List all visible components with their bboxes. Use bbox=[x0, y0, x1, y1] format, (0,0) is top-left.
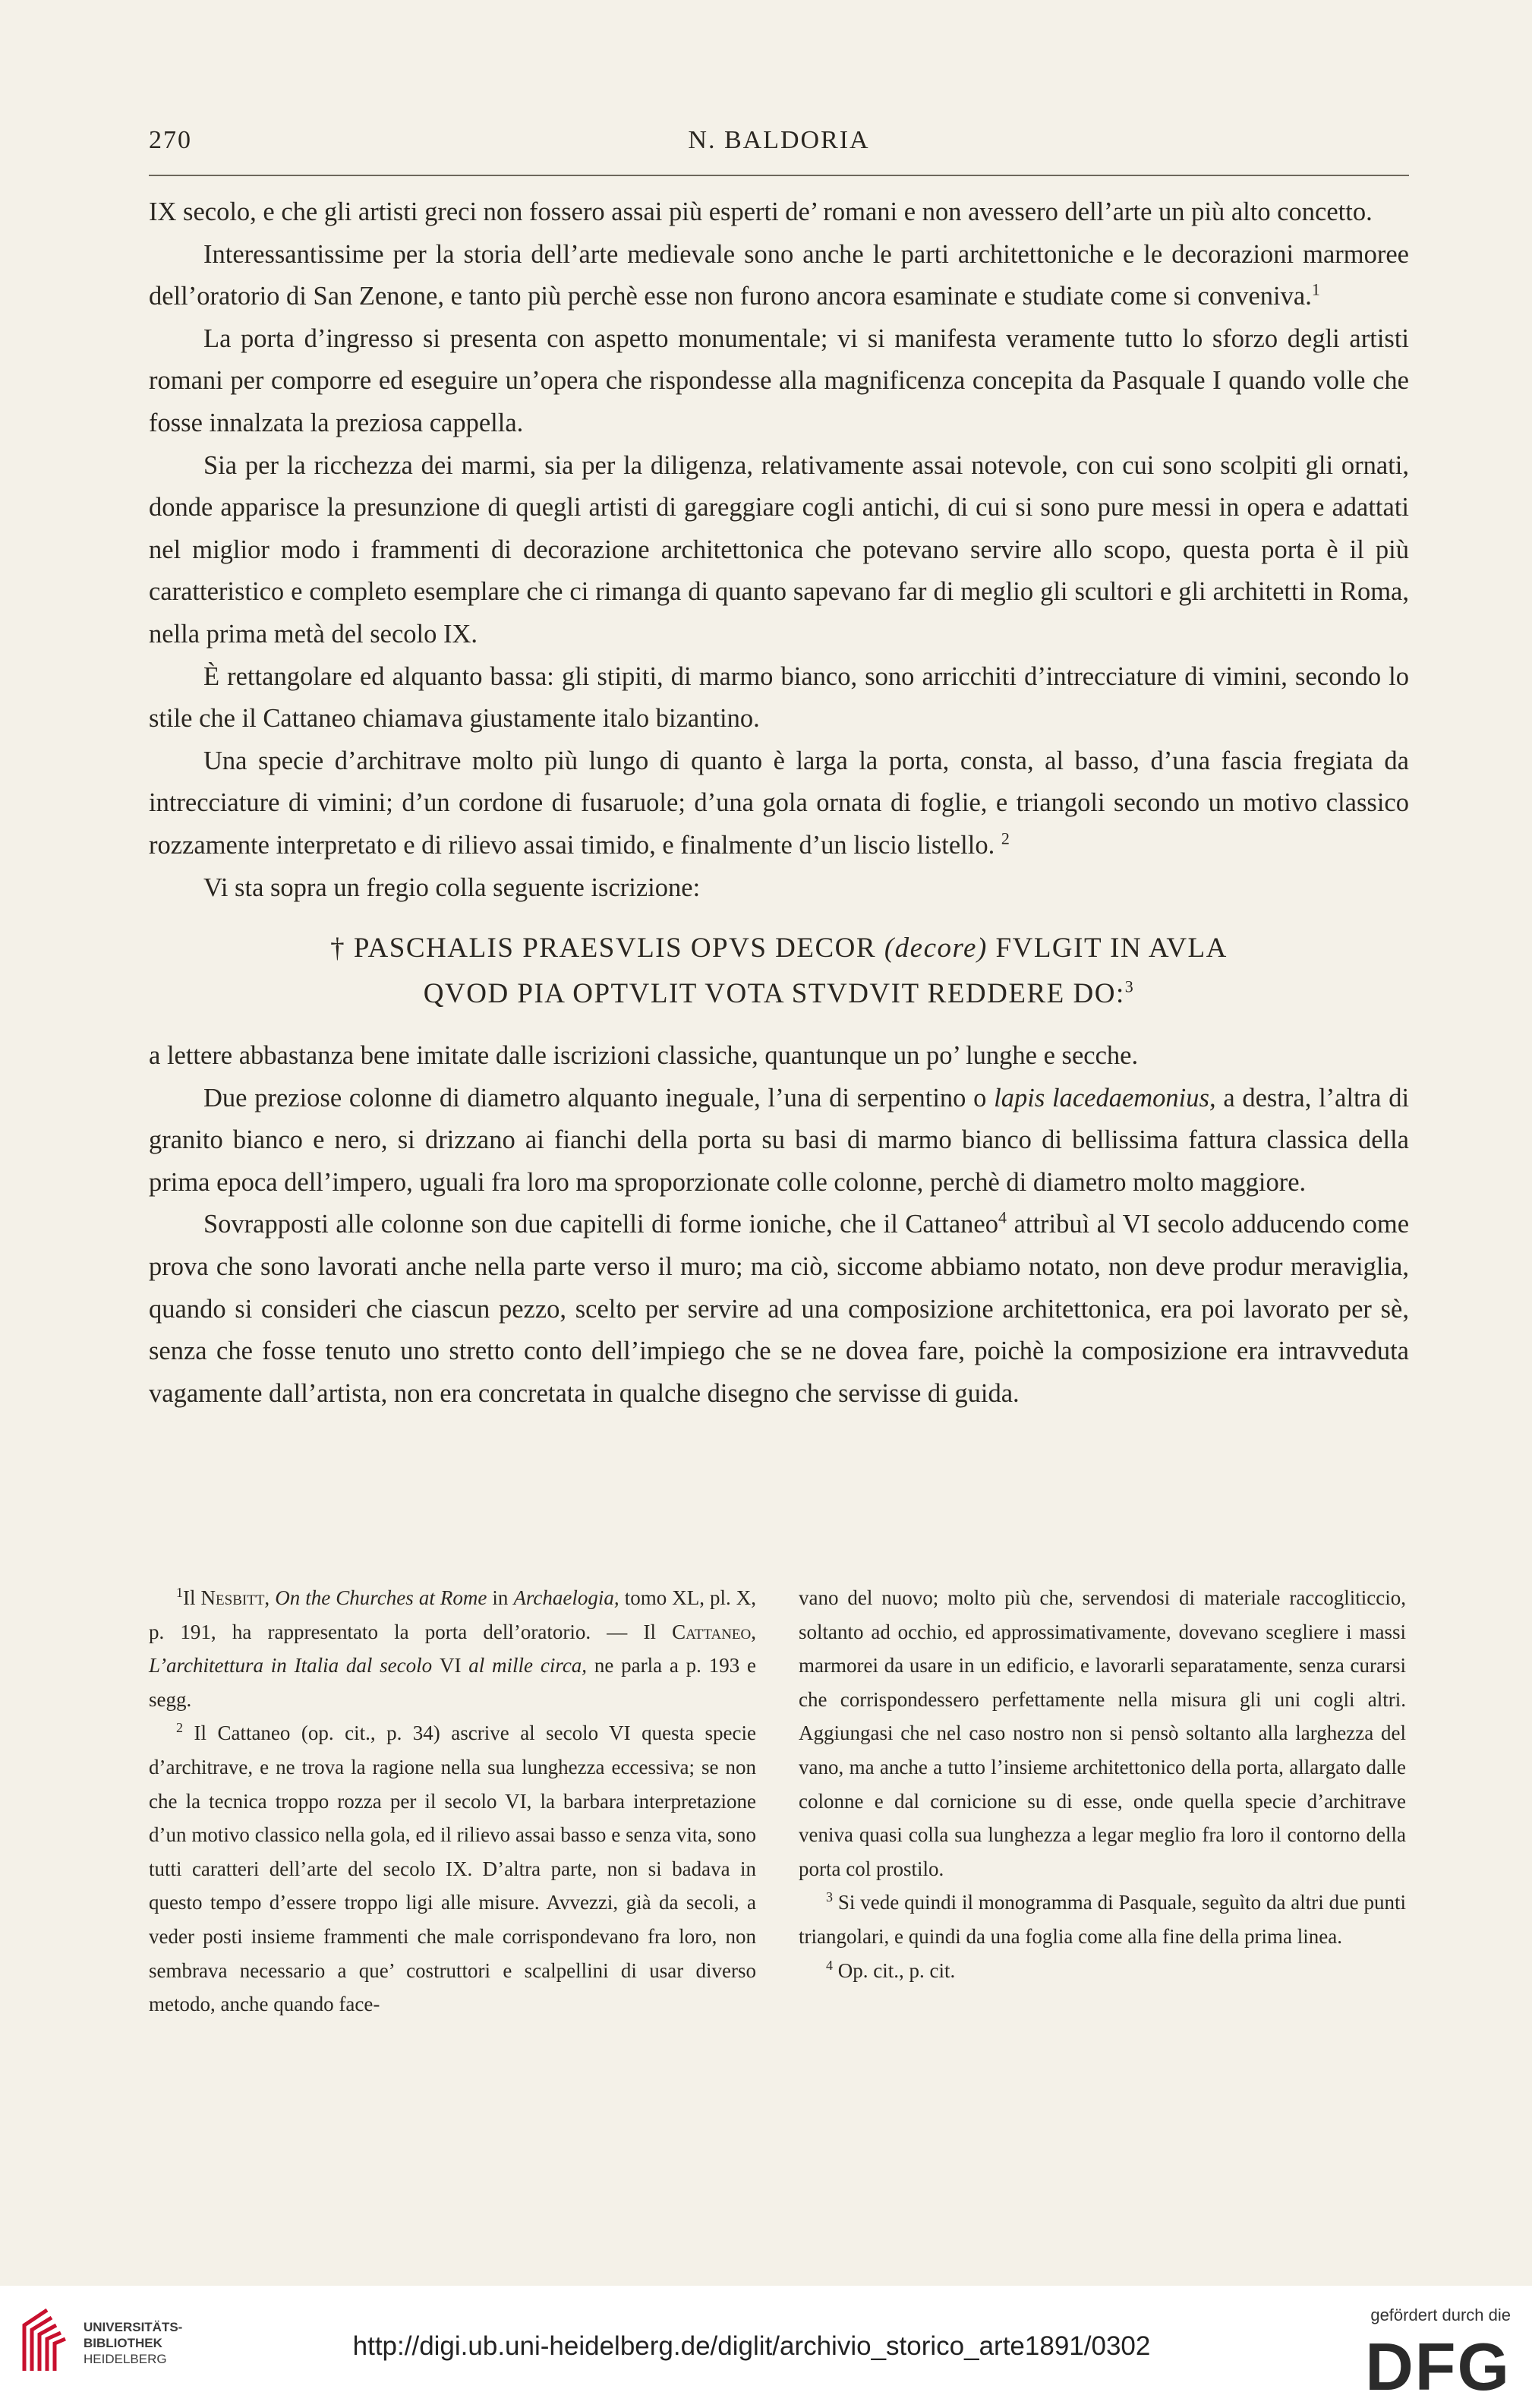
main-text bbox=[149, 191, 1409, 1415]
paragraph-2: Interessantissime per la storia dell’arte medievale sono anche le parti architettoniche e le decorazioni marmoree dell’oratorio di San Zenone, e tanto più perchè esse non furono ancora esaminate e studiate come si conveniva.$^1$ bbox=[149, 239, 1409, 311]
footnotes-left-column bbox=[149, 1581, 756, 2021]
footnote-ref-1[interactable]: 1 bbox=[1311, 279, 1320, 299]
footnote-1: $^1$Il Nesbitt, On the Churches at Rome in Archaelogia, tomo XL, pl. X, p. 191, ha rappresentato la porta dell’oratorio. — Il Cattaneo, L’architettura in Italia dal secolo VI al mille circa, ne parla a p. 193 e segg. bbox=[149, 1585, 757, 1711]
footnote-ref-4[interactable]: 4 bbox=[998, 1207, 1007, 1227]
footnote-2: $^2$ Il Cattaneo (op. cit., p. 34) ascrive al secolo VI questa specie d’architrave, e ne trova la ragione nella sua lunghezza eccessiva; se non che la tecnica troppo rozza per il secolo VI, la barbara interpretazione d’un motivo classico nella gola, ed il rilievo assai basso e senza vita, sono tutti caratteri dell’arte del secolo IX. D’altra parte, non si badava in questo tempo d’essere troppo ligi alle misure. Avvezzi, già da secoli, a veder posti insieme frammenti che male corrispondevano fra loro, non sembrava necessario a que’ costruttori e scalpellini di usar diverso metodo, anche quando face- bbox=[149, 1720, 757, 2016]
digitization-footer bbox=[0, 2286, 1532, 2408]
university-library-name: UNIVERSITÄTS- BIBLIOTHEK HEIDELBERG bbox=[84, 2320, 183, 2366]
footnote-2-continued: vano del nuovo; molto più che, servendosi di materiale raccogliticcio, soltanto ad occhio, ed approssimativamente, dovevano scegliere i massi marmorei da usare in un edificio, e lavorarli separatamente, senza curarsi che corrispondessero perfettamente nella misura gli uni cogli altri. Aggiungasi che nel caso nostro non si pensò soltanto alla larghezza del vano, ma anche a tutto l’insieme architettonico della porta, allargato dalle colonne e dal cornicione su di esse, onde quella specie d’architrave veniva quasi colla sua lunghezza a legar meglio fra loro il contorno della porta col prostilo. bbox=[799, 1586, 1406, 1880]
dfg-logo: DFG bbox=[1365, 2329, 1511, 2404]
footnote-ref-2[interactable]: 2 bbox=[1001, 828, 1010, 848]
inscription-line-1: † PASCHALIS PRAESVLIS OPVS DECOR (decore) FVLGIT IN AVLA bbox=[330, 933, 1228, 964]
permalink-url[interactable]: http://digi.ub.uni-heidelberg.de/diglit/archivio_storico_arte1891/0302 bbox=[352, 2331, 1151, 2361]
funded-by-label: gefördert durch die bbox=[1370, 2305, 1511, 2324]
inscription-line-2: QVOD PIA OPTVLIT VOTA STVDVIT REDDERE DO:$^3$ bbox=[423, 977, 1135, 1010]
footnote-3: $^3$ Si vede quindi il monogramma di Pasquale, seguìto da altri due punti triangolari, e quindi da una foglia come alla fine della prima linea. bbox=[799, 1889, 1406, 1948]
footnotes-right-column bbox=[799, 1581, 1406, 1987]
paragraph-10: Sovrapposti alle colonne son due capitelli di forme ioniche, che il Cattaneo$^4$ attribuì al VI secolo adducendo come prova che sono lavorati anche nella parte verso il muro; ma ciò, siccome abbiamo notato, non deve produr meraviglia, quando si consideri che ciascun pezzo, scelto per servire ad una composizione architettonica, era poi lavorato per sè, senza che fosse tenuto uno stretto conto dell’impiego che se ne dovea fare, poichè la composizione era intravveduta vagamente dall’artista, non era concretata in qualche disegno che servisse di guida. bbox=[149, 1207, 1410, 1408]
footnote-ref-3[interactable]: 3 bbox=[1124, 977, 1135, 996]
header-rule bbox=[149, 175, 1409, 176]
inscription bbox=[149, 926, 1409, 1017]
paragraph-6: Una specie d’architrave molto più lungo di quanto è larga la porta, consta, al basso, d’una fascia fregiata da intrecciature di vimini; d’un cordone di fusaruole; d’una gola ornata di foglie, e triangoli secondo un motivo classico rozzamente interpretato e di rilievo assai timido, e finalmente d’un liscio listello. $^2$ bbox=[149, 746, 1409, 860]
page-number: 270 bbox=[149, 126, 192, 154]
paragraph-3: La porta d’ingresso si presenta con aspetto monumentale; vi si manifesta veramente tutto lo sforzo degli artisti romani per comporre ed eseguire un’opera che rispondesse alla magnificenza concepita da Pasquale I quando volle che fosse innalzata la preziosa cappella. bbox=[149, 323, 1409, 437]
paragraph-7: Vi sta sopra un fregio colla seguente iscrizione: bbox=[203, 873, 701, 902]
running-title: N. BALDORIA bbox=[688, 126, 870, 154]
paragraph-1: IX secolo, e che gli artisti greci non fossero assai più esperti de’ romani e non avessero dell’arte un più alto concetto. bbox=[149, 197, 1373, 226]
footnote-4: $^4$ Op. cit., p. cit. bbox=[826, 1957, 956, 1982]
paragraph-8: a lettere abbastanza bene imitate dalle iscrizioni classiche, quantunque un po’ lunghe e secche. bbox=[149, 1041, 1139, 1071]
paragraph-5: È rettangolare ed alquanto bassa: gli stipiti, di marmo bianco, sono arricchiti d’intrecciature di vimini, secondo lo stile che il Cattaneo chiamava giustamente italo bizantino. bbox=[149, 661, 1409, 734]
paragraph-9: Due preziose colonne di diametro alquanto ineguale, l’una di serpentino o lapis lacedaemonius, a destra, l’altra di granito bianco e nero, si drizzano ai fianchi della porta su basi di marmo bianco di bellissima fattura classica della prima epoca dell’impero, uguali fra loro ma sproporzionate colle colonne, perchè di diametro molto maggiore. bbox=[149, 1083, 1410, 1197]
page-header bbox=[149, 126, 1409, 164]
university-library-logo-icon bbox=[17, 2302, 73, 2378]
paragraph-4: Sia per la ricchezza dei marmi, sia per la diligenza, relativamente assai notevole, con cui sono scolpiti gli ornati, donde apparisce la presunzione di quegli artisti di gareggiare cogli antichi, di cui si sono pure messi in opera e adattati nel miglior modo i frammenti di decorazione architettonica che potevano servire allo scopo, questa porta è il più caratteristico e completo esemplare che ci rimanga di quanto sapevano far di meglio gli scultori e gli architetti in Roma, nella prima metà del secolo IX. bbox=[149, 450, 1409, 649]
